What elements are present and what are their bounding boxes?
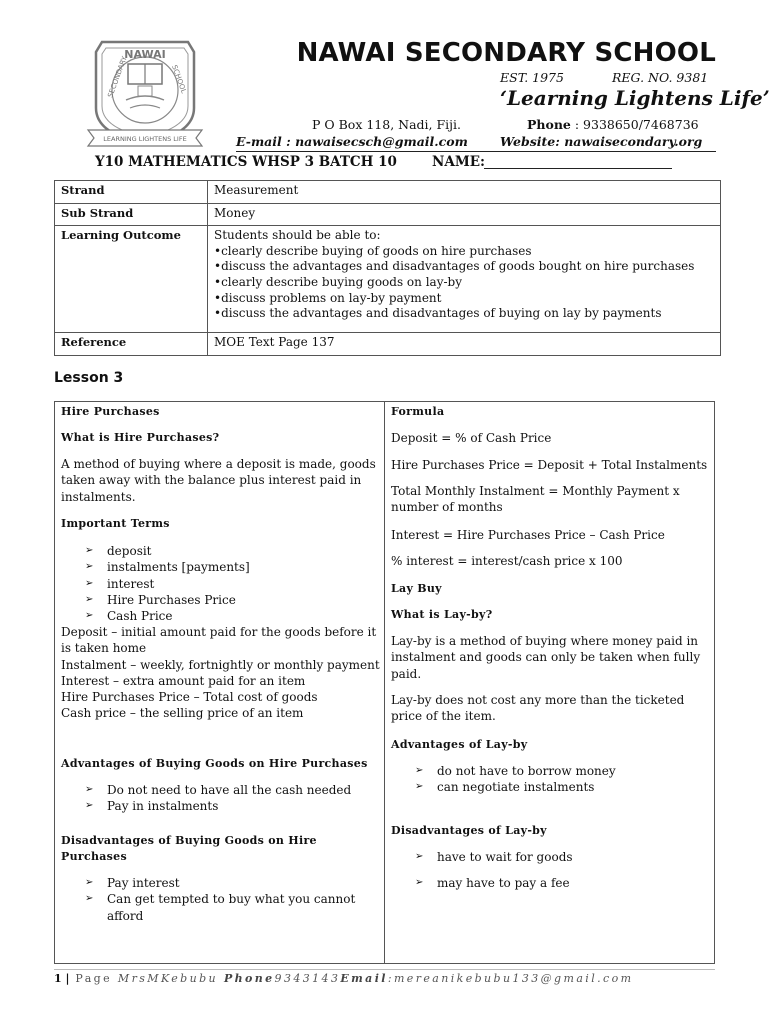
hp-advantage-item: ➢ Pay in instalments	[61, 798, 381, 814]
school-motto: ‘Learning Lightens Life’	[500, 86, 770, 110]
postal-address: P O Box 118, Nadi, Fiji.	[312, 117, 461, 132]
term-item: ➢ instalments [payments]	[61, 559, 381, 575]
hp-disadvantages-list	[61, 875, 381, 924]
lay-buy-heading: Lay Buy	[391, 582, 442, 595]
outcome-item: •discuss the advantages and disadvantages of goods bought on hire purchases	[214, 259, 695, 274]
hp-disadvantages-heading: Disadvantages of Buying Goods on Hire Purchases	[61, 834, 317, 864]
reference-label: Reference	[55, 333, 208, 356]
formula-monthly-instalment: Total Monthly Instalment = Monthly Payment x number of months	[391, 484, 680, 515]
hp-disadvantage-item: ➢ Can get tempted to buy what you cannot afford	[61, 891, 369, 924]
info-table	[54, 180, 721, 356]
established-year: EST. 1975	[500, 70, 564, 85]
page-footer	[54, 972, 633, 985]
term-item: ➢ interest	[61, 576, 381, 592]
layby-advantages-list	[391, 763, 709, 796]
layby-disadvantage-item: ➢ may have to pay a fee	[391, 875, 709, 891]
hire-purchases-heading: Hire Purchases	[61, 405, 160, 418]
outcome-item: •discuss the advantages and disadvantages of buying on lay by payments	[214, 306, 662, 321]
footer-phone-label: Phone	[223, 972, 275, 985]
footer-phone: 9343143	[274, 972, 341, 985]
definition-deposit: Deposit – initial amount paid for the goods before it is taken home	[61, 625, 377, 656]
hire-purchase-definition: A method of buying where a deposit is made, goods taken away with the balance plus interest paid in instalments.	[61, 457, 376, 504]
definition-interest: Interest – extra amount paid for an item	[61, 673, 306, 688]
layby-disadvantages-heading: Disadvantages of Lay-by	[391, 824, 547, 837]
term-item: ➢ Hire Purchases Price	[61, 592, 381, 608]
substrand-row	[55, 203, 721, 226]
formula-deposit: Deposit = % of Cash Price	[391, 431, 552, 445]
school-logo	[82, 38, 208, 148]
substrand-label: Sub Strand	[55, 203, 208, 226]
formula-hp-price: Hire Purchases Price = Deposit + Total Instalments	[391, 458, 708, 472]
layby-advantages-heading: Advantages of Lay-by	[391, 738, 528, 751]
footer-author: MrsMKebubu	[112, 972, 224, 985]
logo-banner-text: LEARNING LIGHTENS LIFE	[103, 135, 187, 143]
reference-row	[55, 333, 721, 356]
column-divider	[384, 401, 385, 963]
hp-disadvantage-item: ➢ Pay interest	[61, 875, 381, 891]
outcome-value	[208, 226, 721, 333]
outcome-item: •clearly describe buying goods on lay-by	[214, 274, 462, 289]
phone-value: : 9338650/7468736	[574, 117, 699, 132]
strand-value: Measurement	[208, 181, 721, 204]
substrand-value: Money	[208, 203, 721, 226]
school-name: NAWAI SECONDARY SCHOOL	[296, 38, 716, 68]
important-terms-heading: Important Terms	[61, 517, 170, 530]
important-terms-list	[61, 543, 381, 624]
school-phone	[527, 117, 699, 132]
formula-interest: Interest = Hire Purchases Price – Cash Price	[391, 528, 665, 542]
header-divider	[236, 151, 716, 152]
what-is-layby-heading: What is Lay-by?	[391, 608, 493, 621]
definition-hp-price: Hire Purchases Price – Total cost of goods	[61, 690, 318, 705]
what-is-hire-purchases-heading: What is Hire Purchases?	[61, 431, 220, 444]
outcome-item: •clearly describe buying of goods on hire purchases	[214, 243, 532, 258]
formula-heading: Formula	[391, 405, 445, 418]
layby-cost-note: Lay-by does not cost any more than the ticketed price of the item.	[391, 693, 685, 724]
outcome-intro: Students should be able to:	[214, 228, 381, 243]
hp-advantage-item: ➢ Do not need to have all the cash needed	[61, 782, 381, 798]
registration-number: REG. NO. 9381	[612, 70, 709, 85]
footer-divider	[54, 969, 715, 970]
hp-advantages-list	[61, 782, 381, 815]
phone-label: Phone	[527, 117, 571, 132]
term-definitions	[61, 624, 381, 722]
term-item: ➢ Cash Price	[61, 608, 381, 624]
reference-value: MOE Text Page 137	[208, 333, 721, 356]
lesson-heading: Lesson 3	[54, 370, 124, 386]
layby-advantage-item: ➢ can negotiate instalments	[391, 779, 709, 795]
school-email: E-mail : nawaisecsch@gmail.com	[236, 134, 468, 149]
logo-left-text: SECONDARY	[106, 55, 129, 99]
strand-row	[55, 181, 721, 204]
term-item: ➢ deposit	[61, 543, 381, 559]
definition-cash-price: Cash price – the selling price of an item	[61, 706, 304, 721]
definition-instalment: Instalment – weekly, fortnightly or monthly payment	[61, 657, 380, 672]
school-website: Website: nawaisecondary.org	[500, 134, 703, 149]
name-label: NAME:	[432, 154, 486, 170]
layby-advantage-item: ➢ do not have to borrow money	[391, 763, 709, 779]
outcome-row	[55, 226, 721, 333]
logo-right-text: SCHOOL	[170, 63, 188, 95]
footer-email: :mereanikebubu133@gmail.com	[387, 972, 634, 985]
layby-disadvantage-item: ➢ have to wait for goods	[391, 849, 709, 865]
page-word: Page	[69, 972, 113, 985]
name-blank-line	[484, 168, 672, 169]
strand-label: Strand	[55, 181, 208, 204]
logo-top-text: NAWAI	[124, 48, 166, 61]
page-number: 1 |	[54, 972, 70, 985]
formula-percent-interest: % interest = interest/cash price x 100	[391, 554, 623, 568]
worksheet-title: Y10 MATHEMATICS WHSP 3 BATCH 10	[95, 154, 397, 170]
hp-advantages-heading: Advantages of Buying Goods on Hire Purchases	[61, 757, 368, 770]
layby-disadvantages-list	[391, 849, 709, 892]
outcome-label: Learning Outcome	[55, 226, 208, 333]
layby-definition: Lay-by is a method of buying where money paid in instalment and goods can only be taken when fully paid.	[391, 634, 701, 681]
outcome-item: •discuss problems on lay-by payment	[214, 290, 442, 305]
footer-email-label: Email	[340, 972, 388, 985]
